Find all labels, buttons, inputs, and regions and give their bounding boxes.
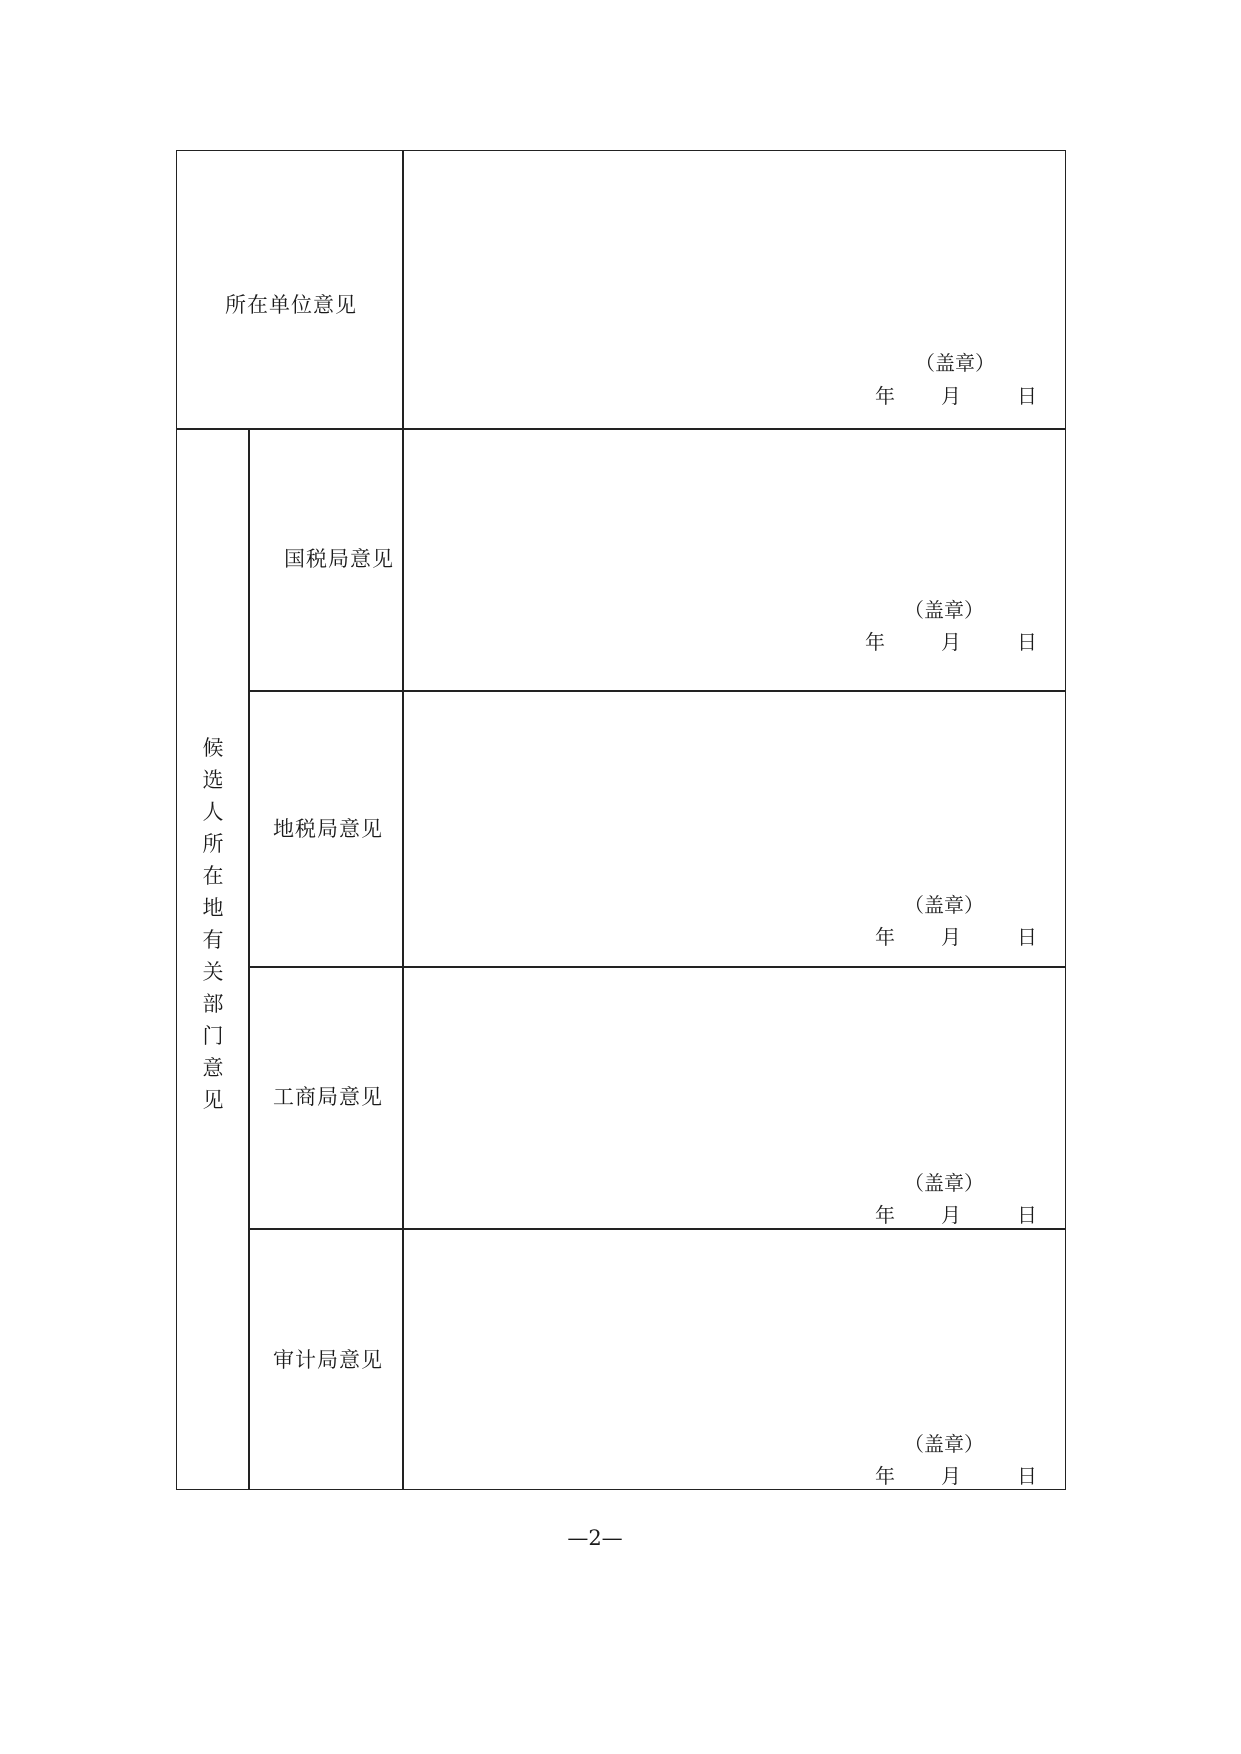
audit-opinion-label: 审计局意见: [273, 1348, 383, 1372]
group-label-char: 地: [202, 896, 224, 920]
local-tax-seal: （盖章）: [904, 893, 984, 917]
commerce-opinion-label: 工商局意见: [273, 1085, 383, 1109]
audit-day: 日: [1017, 1464, 1037, 1488]
group-label-char: 见: [202, 1088, 224, 1112]
national-tax-seal: （盖章）: [904, 598, 984, 622]
group-label-char: 部: [202, 992, 224, 1016]
row-divider-commerce: [248, 1228, 1065, 1230]
unit-opinion-year: 年: [875, 384, 895, 408]
page-number: —2—: [567, 1526, 623, 1550]
candidate-location-departments-label: [201, 732, 225, 1116]
local-tax-year: 年: [875, 925, 895, 949]
group-label-char: 门: [202, 1024, 224, 1048]
audit-year: 年: [875, 1464, 895, 1488]
commerce-year: 年: [875, 1203, 895, 1227]
row-divider-local-tax: [248, 966, 1065, 968]
row-divider-national-tax: [248, 690, 1065, 692]
national-tax-month: 月: [941, 630, 961, 654]
group-label-char: 意: [202, 1056, 224, 1080]
audit-month: 月: [941, 1464, 961, 1488]
unit-opinion-label: 所在单位意见: [225, 293, 357, 317]
opinion-form-table: [176, 150, 1066, 1490]
local-tax-month: 月: [941, 925, 961, 949]
column-divider-group: [248, 428, 250, 1489]
local-tax-opinion-label: 地税局意见: [273, 817, 383, 841]
audit-seal: （盖章）: [904, 1432, 984, 1456]
commerce-month: 月: [941, 1203, 961, 1227]
unit-opinion-seal: （盖章）: [915, 351, 995, 375]
group-label-char: 关: [202, 960, 224, 984]
unit-opinion-month: 月: [941, 384, 961, 408]
commerce-seal: （盖章）: [904, 1171, 984, 1195]
national-tax-year: 年: [865, 630, 885, 654]
group-label-char: 所: [202, 832, 224, 856]
group-label-char: 人: [202, 800, 224, 824]
national-tax-opinion-label: 国税局意见: [284, 547, 394, 571]
group-label-char: 在: [202, 864, 224, 888]
local-tax-day: 日: [1017, 925, 1037, 949]
national-tax-day: 日: [1017, 630, 1037, 654]
group-label-char: 有: [202, 928, 224, 952]
row-divider-unit: [177, 428, 1065, 430]
group-label-char: 选: [202, 768, 224, 792]
unit-opinion-day: 日: [1017, 384, 1037, 408]
column-divider-main: [402, 151, 404, 1489]
commerce-day: 日: [1017, 1203, 1037, 1227]
group-label-char: 候: [202, 736, 224, 760]
